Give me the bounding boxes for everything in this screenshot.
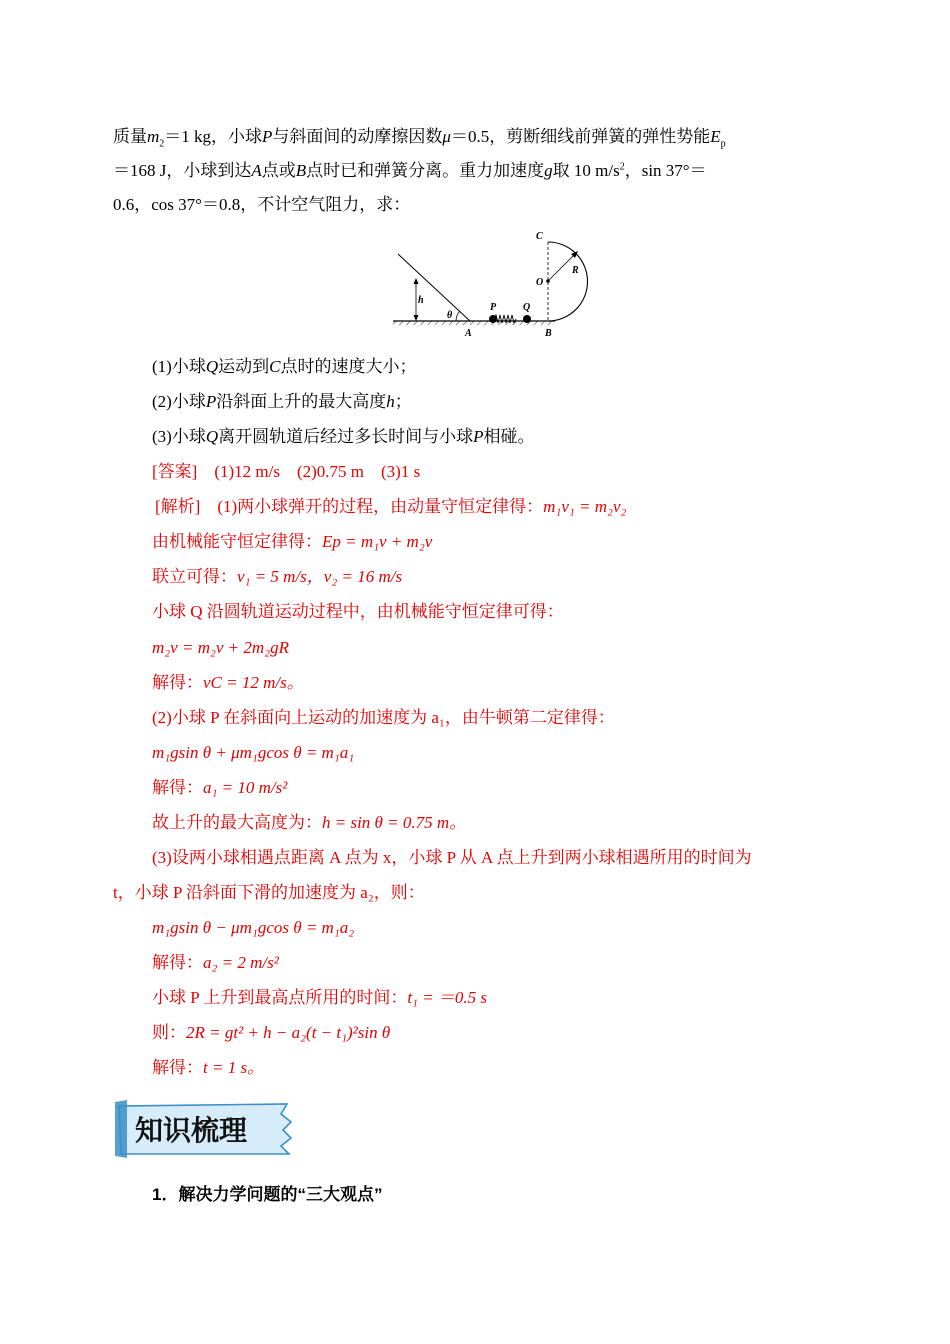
solution-line-16: 则：2R = gt² + h − a₂(t − t₁)²sin θ bbox=[152, 1023, 391, 1042]
label-q: Q bbox=[523, 302, 531, 313]
section-heading: 1．解决力学问题的“三大观点” bbox=[152, 1185, 383, 1204]
label-p: P bbox=[490, 302, 497, 313]
solution-line-7: (2)小球 P 在斜面向上运动的加速度为 a₁，由牛顿第二定律得： bbox=[152, 708, 615, 727]
question-2: (2)小球P沿斜面上升的最大高度h； bbox=[152, 392, 412, 411]
solution-line-12: t，小球 P 沿斜面下滑的加速度为 a₂，则： bbox=[113, 883, 425, 902]
question-3: (3)小球Q离开圆轨道后经过多长时间与小球P相碰。 bbox=[152, 427, 535, 446]
physics-diagram bbox=[390, 228, 620, 343]
ball-p bbox=[489, 315, 497, 323]
solution-line-17: 解得：t = 1 s。 bbox=[152, 1058, 265, 1077]
solution-line-3: 联立可得：v₁ = 5 m/s，v₂ = 16 m/s bbox=[152, 567, 403, 586]
solution-line-14: 解得：a₂ = 2 m/s² bbox=[152, 953, 279, 972]
solution-line-4: 小球 Q 沿圆轨道运动过程中，由机械能守恒定律可得： bbox=[152, 602, 564, 621]
ball-q bbox=[523, 315, 531, 323]
ground-hatch bbox=[393, 321, 555, 325]
intro-line-3: 0.6，cos 37°＝0.8，不计空气阻力，求： bbox=[113, 195, 411, 214]
question-1: (1)小球Q运动到C点时的速度大小； bbox=[152, 357, 417, 376]
solution-line-2: 由机械能守恒定律得：Ep = m₁v + m₂v bbox=[152, 532, 433, 551]
solution-line-10: 故上升的最大高度为：h = sin θ = 0.75 m。 bbox=[152, 813, 467, 832]
label-o: O bbox=[536, 277, 544, 288]
label-r: R bbox=[572, 265, 579, 276]
label-h: h bbox=[418, 295, 424, 306]
answer-line: [答案] (1)12 m/s (2)0.75 m (3)1 s bbox=[152, 462, 421, 481]
solution-line-1: [解析] (1)两小球弹开的过程，由动量守恒定律得：m₁v₁ = m₂v₂ bbox=[155, 497, 627, 516]
intro-line-2: ＝168 J，小球到达A点或B点时已和弹簧分离。重力加速度g取 10 $m/s^2$，sin 37°＝ bbox=[113, 161, 707, 180]
circular-track bbox=[548, 242, 588, 321]
solution-line-5: m₂v = m₂v + 2m₂gR bbox=[152, 638, 289, 657]
banner-title: 知识梳理 bbox=[135, 1114, 248, 1147]
intro-line-1: 质量$m_2=1$ kg，小球P与斜面间的动摩擦因数μ＝0.5，剪断细线前弹簧的弹性势能$E_p$ bbox=[113, 127, 726, 150]
solution-line-13: m₁gsin θ − μm₁gcos θ = m₁a₂ bbox=[152, 918, 355, 937]
label-c: C bbox=[536, 231, 543, 242]
section-banner bbox=[113, 1100, 298, 1158]
solution-line-8: m₁gsin θ + μm₁gcos θ = m₁a₁ bbox=[152, 743, 355, 762]
incline bbox=[398, 254, 470, 321]
theta-arc bbox=[456, 311, 460, 321]
solution-line-15: 小球 P 上升到最高点所用的时间：t₁ = ＝0.5 s bbox=[152, 988, 488, 1007]
solution-line-11: (3)设两小球相遇点距离 A 点为 x，小球 P 从 A 点上升到两小球相遇所用的时间为 bbox=[152, 848, 752, 867]
label-b: B bbox=[545, 328, 552, 339]
label-theta: θ bbox=[447, 310, 453, 321]
solution-line-9: 解得：a₁ = 10 m/s² bbox=[152, 778, 288, 797]
solution-line-6: 解得：vC = 12 m/s。 bbox=[152, 673, 304, 692]
label-a: A bbox=[465, 328, 472, 339]
